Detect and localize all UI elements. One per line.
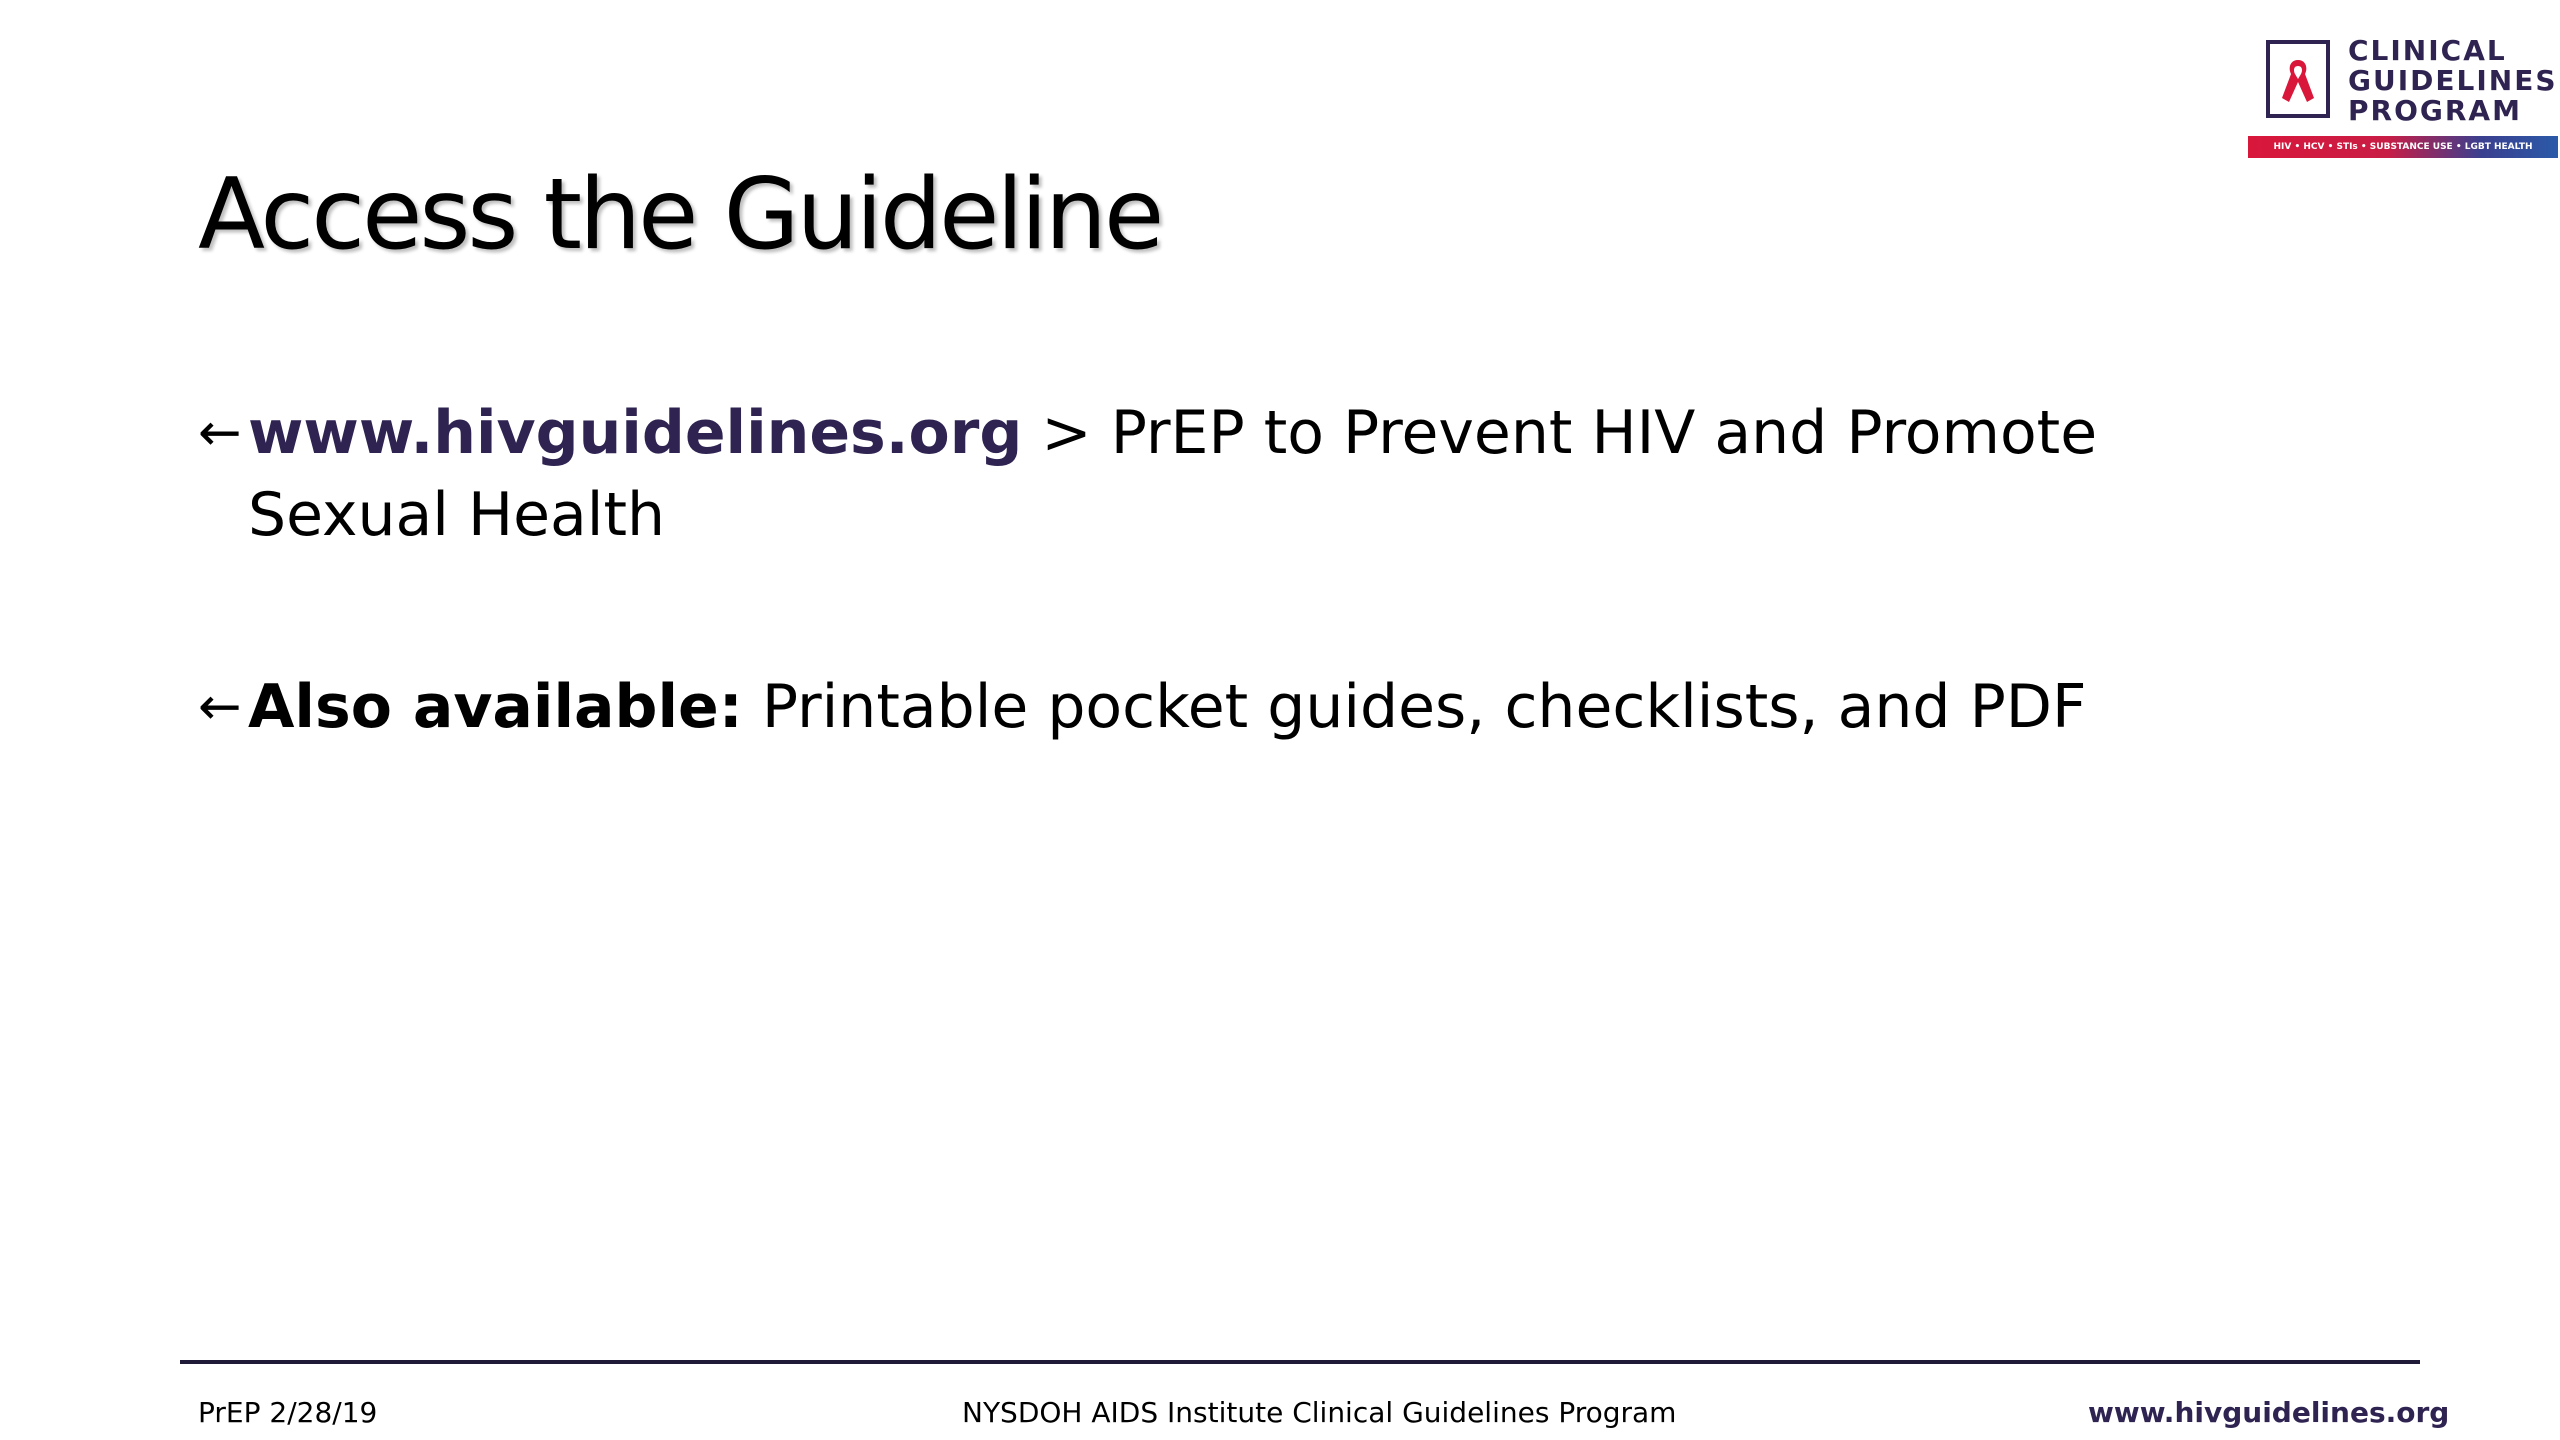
- logo-text: [2348, 36, 2558, 126]
- clinical-guidelines-program-logo: [2248, 36, 2558, 164]
- footer-divider: [180, 1360, 2420, 1364]
- footer-date: PrEP 2/28/19: [198, 1396, 378, 1429]
- logo-topic-strip: HIV • HCV • STIs • SUBSTANCE USE • LGBT HEALTH: [2248, 136, 2558, 158]
- website-link[interactable]: www.hivguidelines.org: [248, 398, 1023, 468]
- logo-badge: [2266, 40, 2330, 118]
- bullet-item-website: [198, 392, 2198, 556]
- slide-title: Access the Guideline: [198, 158, 1162, 272]
- logo-line-program: PROGRAM: [2348, 94, 2522, 127]
- footer-website-link[interactable]: www.hivguidelines.org: [2088, 1396, 2450, 1429]
- bullet-text: > PrEP to Prevent HIV and Promote Sexual Health: [248, 398, 2098, 550]
- also-available-label: Also available:: [248, 672, 743, 742]
- arrow-left-icon: ←: [198, 677, 242, 737]
- arrow-left-icon: ←: [198, 403, 242, 463]
- logo-line-clinical: CLINICAL: [2348, 34, 2507, 67]
- bullet-list: [198, 392, 2198, 748]
- bullet-text: Printable pocket guides, checklists, and PDF: [742, 672, 2087, 742]
- footer-program: NYSDOH AIDS Institute Clinical Guidelines Program: [962, 1396, 1677, 1429]
- bullet-item-also-available: [198, 666, 2198, 748]
- logo-line-guidelines: GUIDELINES: [2348, 64, 2558, 97]
- awareness-ribbon-icon: [2278, 54, 2318, 106]
